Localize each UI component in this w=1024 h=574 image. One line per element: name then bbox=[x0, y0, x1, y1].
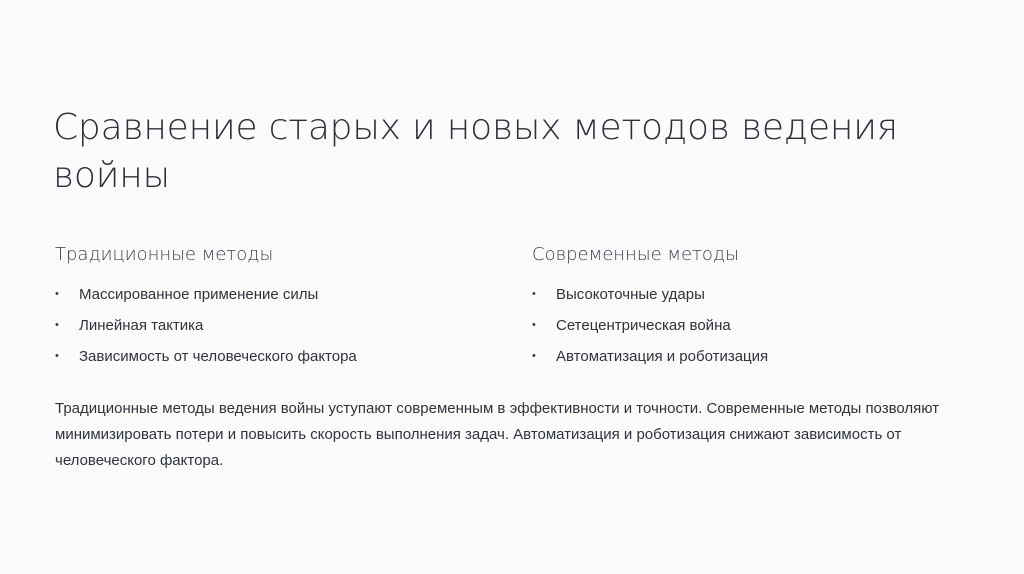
modern-methods-heading: Современные методы bbox=[532, 244, 739, 265]
summary-paragraph: Традиционные методы ведения войны уступают современным в эффективности и точности. Современные методы позволяют минимизировать потери и повысить скорость выполнения задач. Автоматизация и роботизация снижают зависимость от человеческого фактора. bbox=[55, 400, 940, 469]
modern-methods-list bbox=[532, 285, 972, 367]
bullet-icon: • bbox=[55, 350, 59, 362]
list-item bbox=[55, 285, 495, 305]
list-item bbox=[532, 347, 972, 367]
list-item bbox=[55, 347, 495, 367]
traditional-methods-heading: Традиционные методы bbox=[55, 244, 274, 265]
list-item-text: Автоматизация и роботизация bbox=[556, 348, 769, 365]
modern-methods-column bbox=[532, 241, 972, 378]
list-item bbox=[55, 316, 495, 336]
bullet-icon: • bbox=[532, 319, 536, 331]
bullet-icon: • bbox=[532, 350, 536, 362]
list-item-text: Линейная тактика bbox=[79, 317, 204, 334]
bullet-icon: • bbox=[532, 288, 536, 300]
list-item bbox=[532, 316, 972, 336]
list-item-text: Сетецентрическая война bbox=[556, 317, 731, 334]
list-item-text: Зависимость от человеческого фактора bbox=[79, 348, 357, 365]
bullet-icon: • bbox=[55, 319, 59, 331]
slide-title: Сравнение старых и новых методов ведения войны bbox=[53, 107, 898, 196]
bullet-icon: • bbox=[55, 288, 59, 300]
list-item bbox=[532, 285, 972, 305]
traditional-methods-column bbox=[55, 241, 495, 378]
list-item-text: Высокоточные удары bbox=[556, 286, 705, 303]
traditional-methods-list bbox=[55, 285, 495, 367]
list-item-text: Массированное применение силы bbox=[79, 286, 319, 303]
